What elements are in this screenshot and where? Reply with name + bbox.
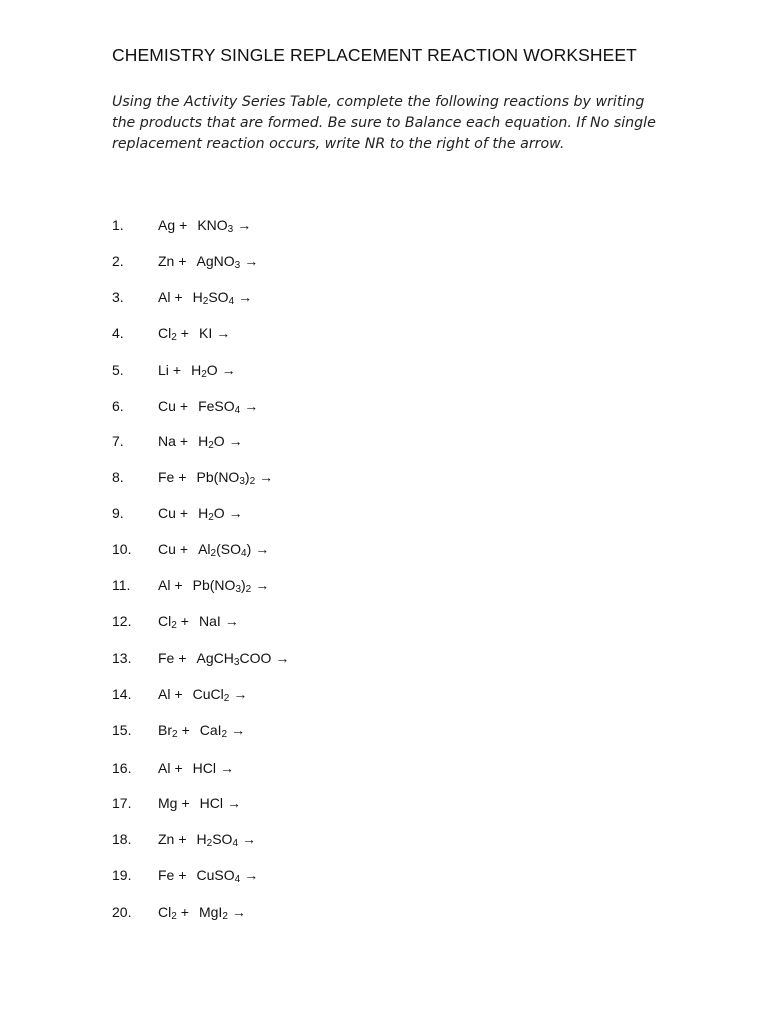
arrow-icon: → [219, 760, 234, 776]
plus-sign: + [178, 650, 187, 666]
plus-sign: + [179, 505, 189, 521]
reactant-2: $H_2SO_4$ [192, 289, 235, 307]
equation [158, 325, 230, 341]
problem-number: 6. [112, 398, 124, 414]
problem-row [0, 613, 768, 635]
equation [158, 613, 239, 629]
plus-sign: + [172, 362, 182, 378]
reactant-2: $KNO_3$ [197, 217, 234, 235]
plus-sign: + [174, 289, 183, 305]
reactant-2: AgCH$_3$COO [196, 650, 272, 668]
reactant-2: CuCl$_2$ [192, 686, 230, 704]
problem-row [0, 505, 768, 527]
equation [158, 867, 258, 883]
reactant-1: Al [158, 760, 171, 776]
reactant-2: $H_2O$ [198, 505, 225, 523]
reactant-2: CaI$_2$ [199, 722, 228, 740]
problem-number: 19. [112, 867, 132, 883]
equation [158, 722, 245, 738]
arrow-icon: → [231, 722, 246, 738]
arrow-icon: → [259, 469, 274, 485]
problem-row [0, 795, 768, 817]
reactant-2: FeSO$_4$ [198, 398, 241, 416]
problem-number: 5. [112, 362, 124, 378]
problem-number: 11. [112, 577, 131, 593]
problem-row [0, 253, 768, 275]
reactant-2: $Al_2(SO_4)$ [198, 541, 252, 559]
arrow-icon: → [244, 867, 259, 883]
reactant-2: CuSO$_4$ [196, 867, 241, 885]
problem-number: 18. [112, 831, 132, 847]
problem-row [0, 904, 768, 926]
problem-number: 13. [112, 650, 132, 666]
plus-sign: + [181, 795, 190, 811]
arrow-icon: → [244, 253, 259, 269]
arrow-icon: → [231, 904, 246, 920]
problem-number: 10. [112, 541, 132, 557]
problem-number: 1. [112, 217, 124, 233]
plus-sign: + [179, 541, 189, 557]
reactant-1: Cu [158, 398, 176, 414]
reactant-2: NaI [198, 613, 221, 629]
arrow-icon: → [275, 650, 290, 666]
equation [158, 541, 269, 557]
problem-number: 9. [112, 505, 124, 521]
problem-number: 16. [112, 760, 132, 776]
problem-number: 14. [112, 686, 132, 702]
reactant-2: HCl [199, 795, 223, 811]
problem-number: 2. [112, 253, 124, 269]
reactant-2: $H_2O$ [198, 433, 225, 451]
equation [158, 904, 246, 920]
equation [158, 760, 234, 776]
reactant-2: KI [198, 325, 213, 341]
problem-row [0, 325, 768, 347]
reactant-1: $Cl_2$ [158, 325, 177, 343]
equation [158, 289, 252, 305]
arrow-icon: → [221, 362, 236, 378]
arrow-icon: → [255, 541, 270, 557]
reactant-1: $Br_2$ [158, 722, 178, 740]
problem-number: 12. [112, 613, 132, 629]
reactant-1: Mg [158, 795, 178, 811]
reactant-2: $Pb(NO_3)_2$ [192, 577, 252, 595]
problem-row [0, 398, 768, 420]
problem-number: 15. [112, 722, 132, 738]
plus-sign: + [178, 469, 187, 485]
instructions-text: Using the Activity Series Table, complete the following reactions by writing the products that are formed. Be sure to Balance each equation. If No single replacement reaction occurs, write NR to the right of the arrow. [112, 94, 656, 152]
reactant-1: $Cl_2$ [158, 613, 177, 631]
worksheet-title: CHEMISTRY SINGLE REPLACEMENT REACTION WORKSHEET [112, 45, 637, 65]
reactant-1: Na [158, 433, 176, 449]
arrow-icon: → [226, 795, 241, 811]
plus-sign: + [179, 433, 189, 449]
arrow-icon: → [244, 398, 259, 414]
plus-sign: + [174, 686, 183, 702]
problem-row [0, 577, 768, 599]
reactant-2: MgI$_2$ [198, 904, 228, 922]
problem-row [0, 469, 768, 491]
equation [158, 433, 243, 449]
problem-row [0, 433, 768, 455]
arrow-icon: → [255, 577, 270, 593]
equation [158, 831, 256, 847]
plus-sign: + [179, 217, 188, 233]
plus-sign: + [178, 253, 187, 269]
arrow-icon: → [237, 217, 252, 233]
reactant-2: HCl [192, 760, 216, 776]
plus-sign: + [174, 760, 183, 776]
reactant-1: $Cl_2$ [158, 904, 177, 922]
arrow-icon: → [216, 325, 231, 341]
reactant-1: Al [158, 577, 171, 593]
problem-row [0, 722, 768, 744]
reactant-1: Fe [158, 867, 175, 883]
problem-number: 8. [112, 469, 124, 485]
arrow-icon: → [224, 613, 239, 629]
plus-sign: + [180, 904, 189, 920]
problem-row [0, 831, 768, 853]
reactant-1: Al [158, 686, 171, 702]
problem-number: 17. [112, 795, 132, 811]
problem-number: 20. [112, 904, 132, 920]
reactant-1: Zn [158, 831, 175, 847]
arrow-icon: → [228, 505, 243, 521]
arrow-icon: → [238, 289, 253, 305]
reactant-2: AgNO$_3$ [196, 253, 241, 271]
plus-sign: + [181, 722, 190, 738]
equation [158, 686, 247, 702]
plus-sign: + [180, 325, 189, 341]
equation [158, 253, 258, 269]
arrow-icon: → [233, 686, 248, 702]
problem-row [0, 650, 768, 672]
problem-number: 7. [112, 433, 124, 449]
arrow-icon: → [242, 831, 257, 847]
problem-row [0, 867, 768, 889]
reactant-1: Cu [158, 505, 176, 521]
problem-number: 3. [112, 289, 124, 305]
reactant-1: Li [158, 362, 169, 378]
equation [158, 795, 241, 811]
problem-row [0, 760, 768, 782]
reactant-2: $Pb(NO_3)_2$ [196, 469, 256, 487]
reactant-1: Fe [158, 469, 175, 485]
reactant-1: Cu [158, 541, 176, 557]
plus-sign: + [180, 613, 189, 629]
equation [158, 469, 273, 485]
equation [158, 217, 251, 233]
plus-sign: + [178, 831, 187, 847]
plus-sign: + [179, 398, 189, 414]
equation [158, 505, 243, 521]
problem-row [0, 289, 768, 311]
equation [158, 362, 236, 378]
equation [158, 398, 258, 414]
reactant-1: Fe [158, 650, 175, 666]
reactant-1: Ag [158, 217, 176, 233]
problem-row [0, 362, 768, 384]
problem-row [0, 217, 768, 239]
reactant-2: $H_2SO_4$ [196, 831, 239, 849]
problem-number: 4. [112, 325, 124, 341]
equation [158, 650, 289, 666]
reactant-1: Al [158, 289, 171, 305]
equation [158, 577, 269, 593]
arrow-icon: → [228, 433, 243, 449]
problem-row [0, 686, 768, 708]
problem-row [0, 541, 768, 563]
plus-sign: + [178, 867, 187, 883]
reactant-2: $H_2O$ [191, 362, 218, 380]
plus-sign: + [174, 577, 183, 593]
reactant-1: Zn [158, 253, 175, 269]
